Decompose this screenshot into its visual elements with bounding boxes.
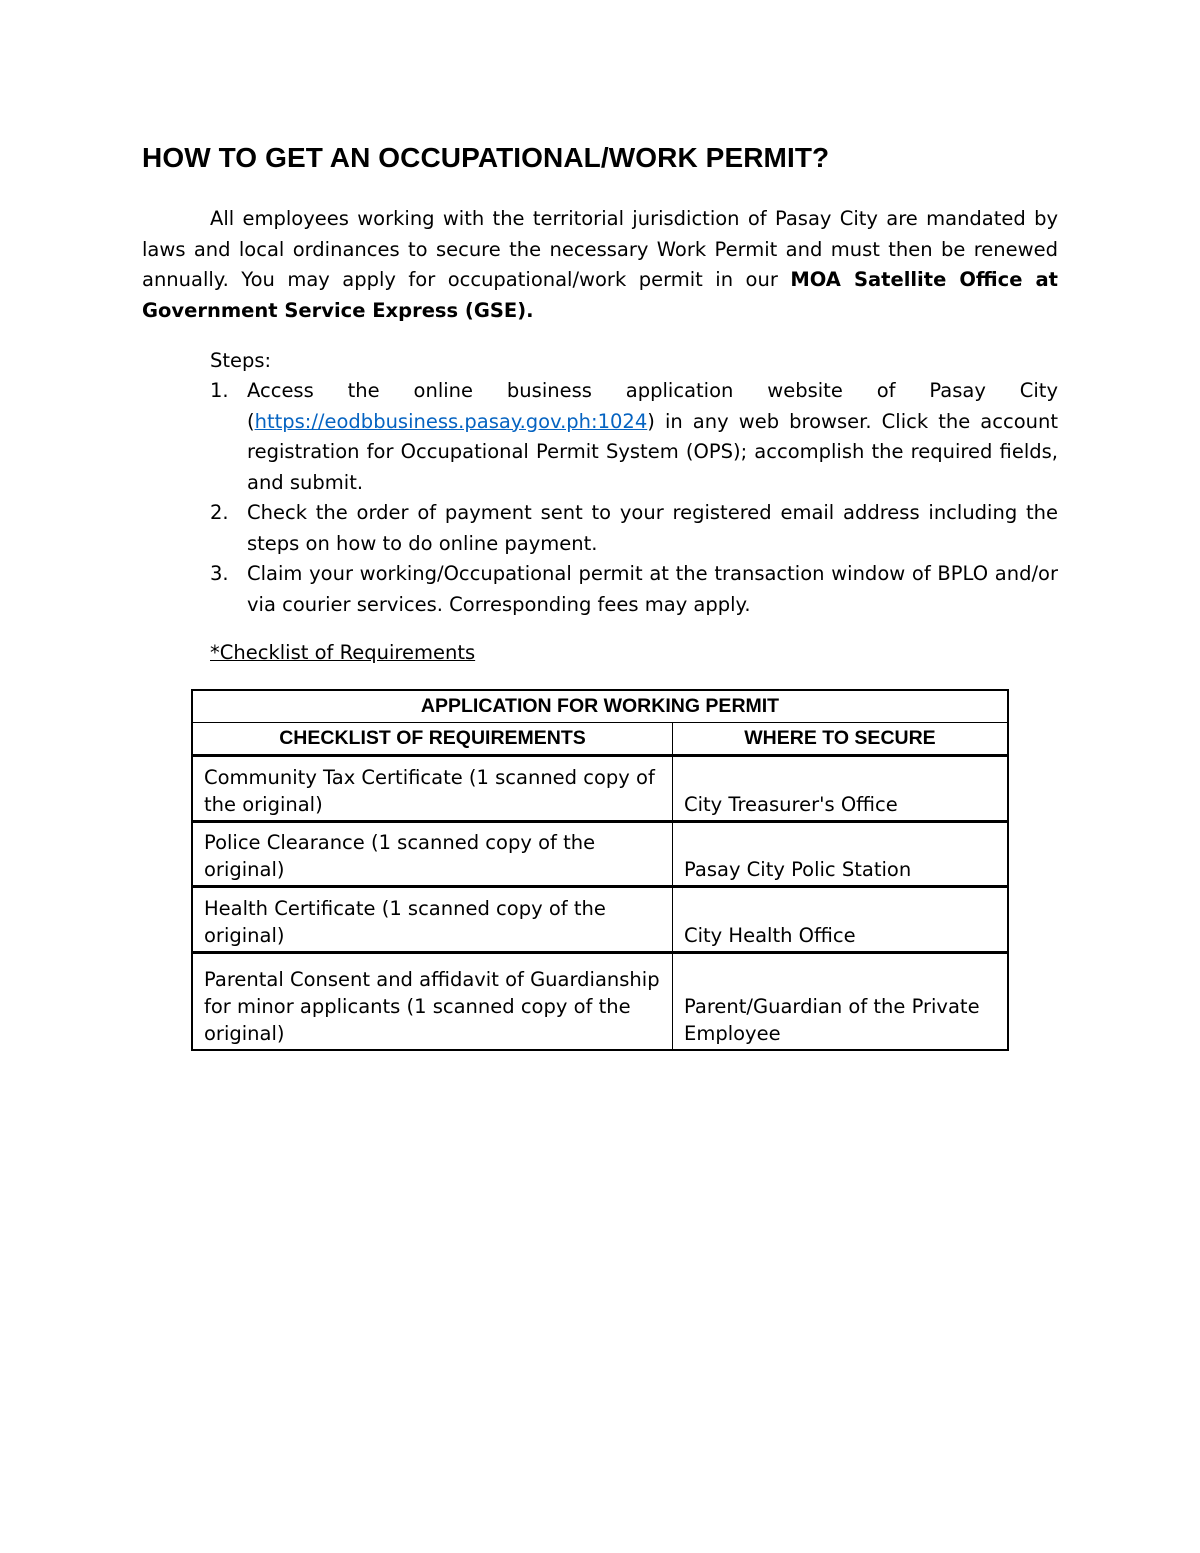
intro-office-name: MOA Satellite Office at Government Service Express (GSE) [142,268,1059,322]
requirement-cell: Police Clearance (1 scanned copy of the original) [192,822,673,887]
column-header-requirements: CHECKLIST OF REQUIREMENTS [192,723,673,756]
table-row [192,887,1008,953]
table-row [192,756,1008,822]
checklist-heading: *Checklist of Requirements [210,641,476,664]
step-text: Check the order of payment sent to your registered email address including the steps on how to do online payment. [247,501,1058,555]
step-number: 3. [210,562,229,585]
step-text: Access the online business application website of Pasay City ( [247,379,1058,433]
table-row [192,822,1008,887]
step-text: ) in any web browser. Click the account registration for Occupational Permit System (OPS); accomplish the required fields, and submit. [247,409,1058,494]
table-header-row [192,723,1008,756]
step-number: 2. [210,501,229,524]
where-cell: Parent/Guardian of the Private Employee [673,953,1009,1050]
step-item [210,498,1058,559]
step-item [210,559,1058,620]
column-header-where: WHERE TO SECURE [673,723,1009,756]
step-item [210,376,1058,498]
page-title: HOW TO GET AN OCCUPATIONAL/WORK PERMIT? [142,142,830,173]
intro-paragraph [142,204,1058,326]
intro-period: . [526,298,534,322]
steps-list [210,376,1058,620]
table-title: APPLICATION FOR WORKING PERMIT [192,690,1008,723]
requirement-cell: Health Certificate (1 scanned copy of the original) [192,887,673,953]
intro-text: All employees working with the territorial jurisdiction of Pasay City are mandated by laws and local ordinances to secure the necessary Work Permit and must then be renewed annually. You may apply for occupational/work permit in our [142,207,1058,291]
requirements-table [191,689,1009,1051]
where-cell: City Health Office [673,887,1009,953]
table-row [192,953,1008,1050]
where-cell: Pasay City Polic Station [673,822,1009,887]
step-number: 1. [210,379,229,402]
requirement-cell: Parental Consent and affidavit of Guardianship for minor applicants (1 scanned copy of the original) [192,953,673,1050]
online-application-link[interactable]: https://eodbbusiness.pasay.gov.ph:1024 [254,409,648,433]
where-cell: City Treasurer's Office [673,756,1009,822]
requirement-cell: Community Tax Certificate (1 scanned copy of the original) [192,756,673,822]
table-title-row [192,690,1008,723]
step-text: Claim your working/Occupational permit at the transaction window of BPLO and/or via courier services. Corresponding fees may apply. [247,562,1058,616]
steps-label: Steps: [210,349,272,372]
